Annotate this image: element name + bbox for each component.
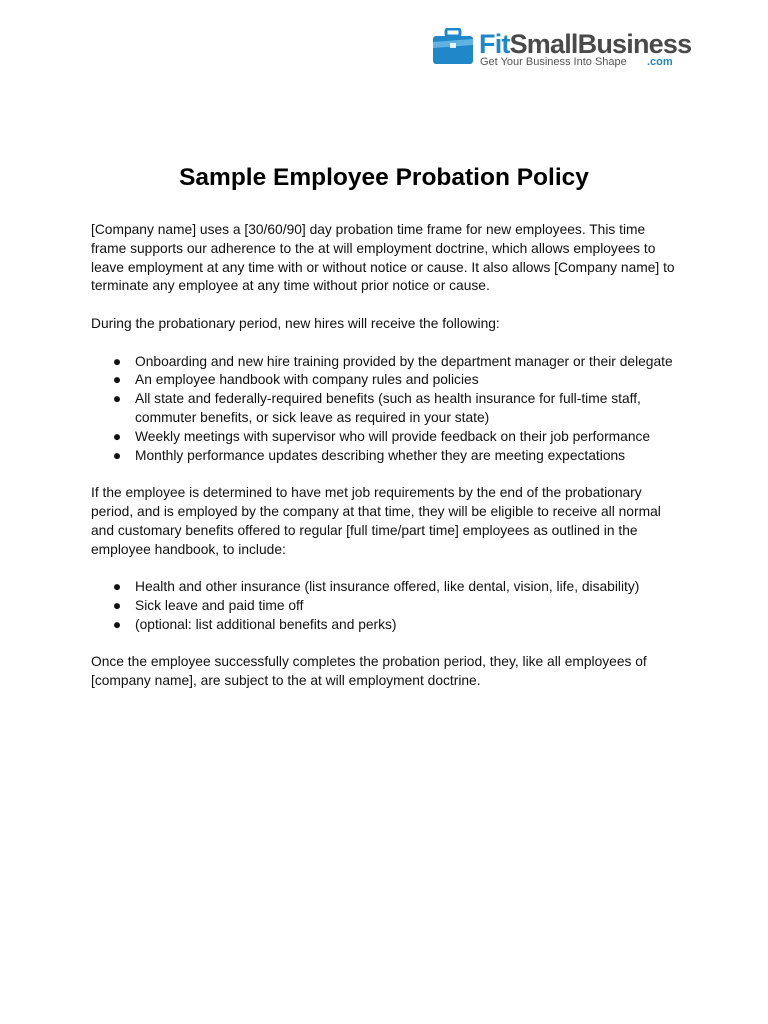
bullet-icon: ●: [112, 447, 122, 463]
paragraph-probation-period: [91, 315, 691, 334]
logo-name-rest: SmallBusiness: [509, 29, 692, 59]
briefcase-icon: [432, 28, 474, 66]
list-item: [91, 371, 691, 390]
list-item: [91, 428, 691, 447]
text-line: leave employment at any time with or without notice or cause. It also allows [Company name] to: [91, 259, 675, 275]
text-line: and customary benefits offered to regular [full time/part time] employees as outlined in the: [91, 522, 638, 538]
text-line: terminate any employee at any time without prior notice or cause.: [91, 278, 490, 294]
text-line: [Company name] uses a [30/60/90] day probation time frame for new employees. This time: [91, 222, 646, 237]
text-line: employee handbook, to include:: [91, 541, 286, 557]
paragraph-intro: [91, 221, 691, 296]
list-item-text: Onboarding and new hire training provided by the department manager or their delegate: [135, 353, 673, 369]
document-title: Sample Employee Probation Policy: [179, 164, 589, 191]
list-probation-benefits: [91, 353, 691, 466]
list-item: [91, 390, 691, 428]
text-line: [company name], are subject to the at will employment doctrine.: [91, 673, 481, 689]
bullet-icon: ●: [112, 428, 122, 444]
list-item-text: Health and other insurance (list insurance offered, like dental, vision, life, disability): [135, 579, 640, 595]
bullet-icon: ●: [112, 391, 122, 407]
bullet-icon: ●: [112, 616, 122, 632]
bullet-icon: ●: [112, 579, 122, 595]
bullet-icon: ●: [112, 372, 122, 388]
list-item-text: Sick leave and paid time off: [135, 597, 304, 613]
text-line: frame supports our adherence to the at will employment doctrine, which allows employees to: [91, 240, 656, 256]
text-line: Once the employee successfully completes the probation period, they, like all employees of: [91, 654, 647, 670]
list-item: [91, 616, 691, 635]
bullet-icon: ●: [112, 597, 122, 613]
logo-dotcom: .com: [647, 56, 673, 68]
list-item: [91, 597, 691, 616]
bullet-icon: ●: [112, 353, 122, 369]
list-regular-benefits: [91, 578, 691, 634]
document-body: [91, 221, 691, 710]
list-item-text: Weekly meetings with supervisor who will provide feedback on their job performance: [135, 428, 651, 444]
list-item: [91, 353, 691, 372]
paragraph-eligibility: [91, 484, 691, 559]
logo-tagline: Get Your Business Into Shape: [480, 56, 627, 68]
text-line: period, and is employed by the company at that time, they will be eligible to receive all normal: [91, 503, 661, 519]
text-line: During the probationary period, new hires will receive the following:: [91, 315, 500, 331]
fitsmallbusiness-logo: [432, 26, 692, 70]
list-item: [91, 578, 691, 597]
list-item-text: commuter benefits, or sick leave as required in your state): [135, 409, 490, 425]
list-item-text: All state and federally-required benefits (such as health insurance for full-time staff,: [135, 391, 641, 407]
list-item-text: Monthly performance updates describing whether they are meeting expectations: [135, 447, 626, 463]
logo-wordmark: [479, 29, 691, 59]
list-item-text: (optional: list additional benefits and perks): [135, 616, 397, 632]
text-line: If the employee is determined to have met job requirements by the end of the probationary: [91, 485, 642, 501]
list-item: [91, 447, 691, 466]
paragraph-closing: [91, 653, 691, 691]
list-item-text: An employee handbook with company rules and policies: [135, 372, 479, 388]
logo-name-fit: Fit: [479, 29, 510, 59]
